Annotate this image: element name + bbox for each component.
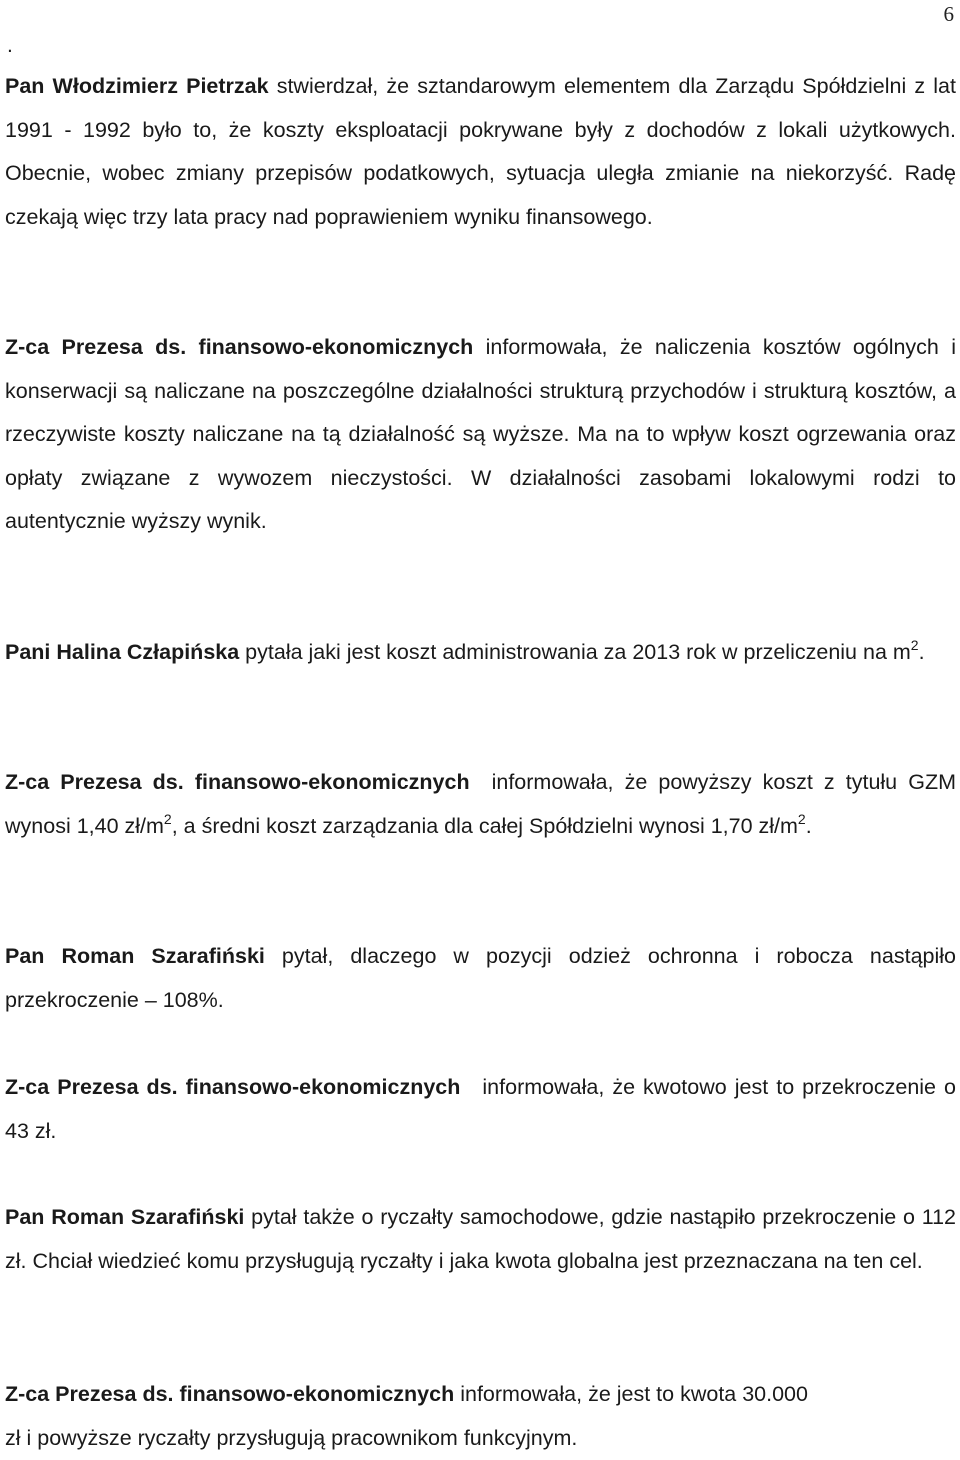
- speaker-name: Z-ca Prezesa ds. finansowo-ekonomicznych: [5, 1382, 455, 1406]
- paragraph-szarafinski-2: [5, 1196, 956, 1283]
- speaker-name: Pani Halina Człapińska: [5, 640, 240, 664]
- paragraph-vice-president-4: [5, 1373, 956, 1460]
- paragraph-pietrzak: [5, 65, 956, 239]
- speaker-name: Z-ca Prezesa ds. finansowo-ekonomicznych: [5, 770, 470, 794]
- paragraph-text-end: .: [918, 640, 925, 664]
- speaker-name: Z-ca Prezesa ds. finansowo-ekonomicznych: [5, 1075, 461, 1099]
- speaker-name: Pan Włodzimierz Pietrzak: [5, 74, 269, 98]
- paragraph-szarafinski-1: [5, 935, 956, 1022]
- speaker-name: Z-ca Prezesa ds. finansowo-ekonomicznych: [5, 335, 474, 359]
- paragraph-text: , a średni koszt zarządzania dla całej Spółdzielni wynosi 1,70 zł/m: [171, 813, 798, 838]
- paragraph-vice-president-3: [5, 1066, 956, 1153]
- paragraph-text: informowała, że powyższy koszt z tytułu GZM wynosi 1,40 zł/m: [5, 770, 956, 838]
- paragraph-czlapinska: [5, 631, 956, 675]
- speaker-name: Pan Roman Szarafiński: [5, 944, 265, 968]
- page-number: 6: [943, 2, 954, 26]
- paragraph-text-end: zł i powyższe ryczałty przysługują pracownikom funkcyjnym.: [5, 1425, 578, 1450]
- paragraph-text: informowała, że kwotowo jest to przekroczenie o 43 zł.: [5, 1075, 957, 1143]
- paragraph-text: pytała jaki jest koszt administrowania za 2013 rok w przeliczeniu na m: [239, 640, 911, 664]
- paragraph-text: pytał także o ryczałty samochodowe, gdzie nastąpiło przekroczenie o 112 zł. Chciał wiedzieć komu przysługują ryczałty i jaka kwota globalna jest przeznaczana na ten cel.: [5, 1205, 956, 1273]
- paragraph-text: stwierdzał, że sztandarowym elementem dla Zarządu Spółdzielni z lat 1991 - 1992 było to, że koszty eksploatacji pokrywane były z dochodów z lokali użytkowych. Obecnie, wobec zmiany przepisów podatkowych, sytuacja uległa zmianie na niekorzyść. Radę czekają więc trzy lata pracy nad poprawieniem wyniku finansowego.: [5, 74, 956, 229]
- paragraph-text: informowała, że jest to kwota 30.000: [454, 1382, 808, 1406]
- speaker-name: Pan Roman Szarafiński: [5, 1205, 245, 1229]
- leading-dot: .: [7, 34, 13, 57]
- superscript: 2: [163, 810, 172, 827]
- superscript: 2: [797, 810, 806, 827]
- paragraph-text: pytał, dlaczego w pozycji odzież ochronna i robocza nastąpiło przekroczenie – 108%.: [5, 944, 956, 1012]
- paragraph-vice-president-2: [5, 761, 956, 848]
- paragraph-vice-president-1: [5, 326, 956, 544]
- paragraph-text-end: .: [805, 813, 812, 838]
- superscript: 2: [910, 637, 919, 653]
- paragraph-text: informowała, że naliczenia kosztów ogólnych i konserwacji są naliczane na poszczególne działalności strukturą przychodów i strukturą kosztów, a rzeczywiste koszty naliczane na tą działalność są wyższe. Ma na to wpływ koszt ogrzewania oraz opłaty związane z wywozem nieczystości. W działalności zasobami lokalowymi rodzi to autentycznie wyższy wynik.: [5, 335, 956, 533]
